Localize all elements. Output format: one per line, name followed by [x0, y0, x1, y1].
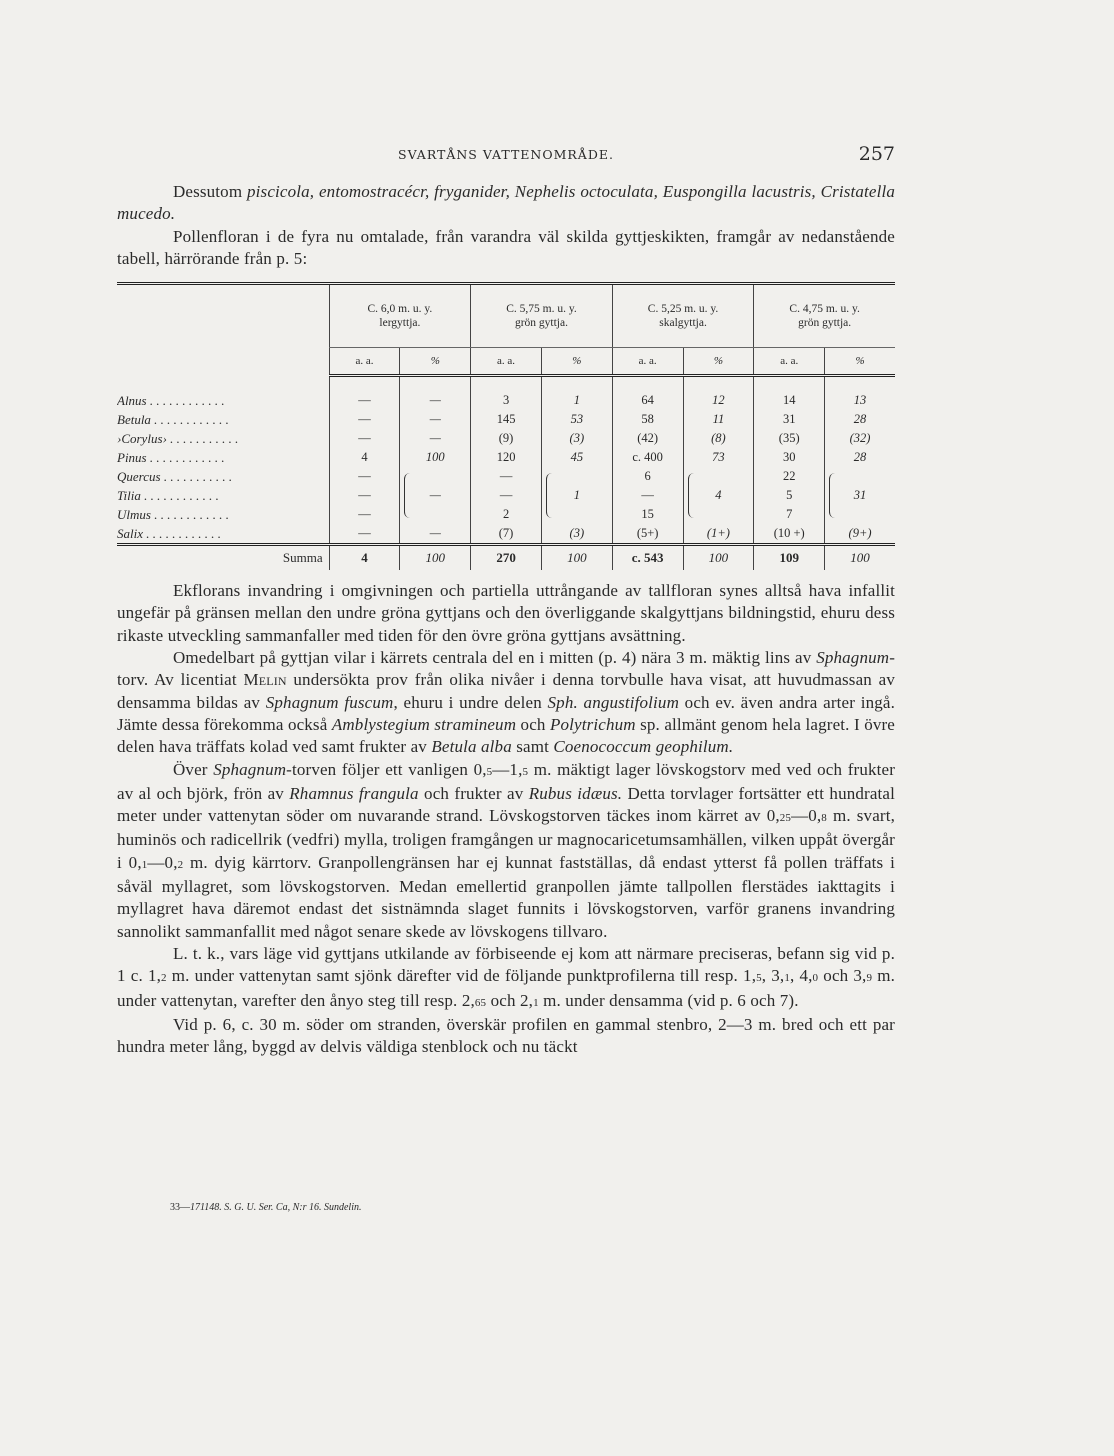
paragraph: [117, 759, 895, 943]
sum-percent: 100: [683, 545, 754, 571]
grouped-percent-cell: 31: [825, 467, 895, 524]
cell-percent: (9+): [825, 524, 895, 545]
cell-aa: —: [471, 467, 542, 486]
cell-percent: 28: [825, 410, 895, 429]
italic-text: Sph. angustifolium: [547, 692, 680, 712]
spacer-row: [117, 376, 895, 392]
cell-aa: 7: [754, 505, 825, 524]
cell-percent: —: [400, 429, 471, 448]
cell-aa: 6: [612, 467, 683, 486]
italic-text: Sphagnum: [213, 759, 287, 779]
italic-text: Coenococcum geophilum.: [553, 737, 734, 757]
spacer: [117, 376, 329, 392]
group-sediment: grön gyttja.: [514, 317, 568, 330]
spacer: [541, 376, 612, 392]
text-run: Pollenfloran i de fyra nu omtalade, från varandra väl skilda gyttjeskikten, framgår av nedanstående tabell, härrörande från p. 5:: [117, 226, 895, 268]
italic-text: Rhamnus frangula: [289, 783, 419, 803]
taxon-label: Alnus . . . . . . . . . . . .: [117, 392, 225, 408]
text-run: 1: [141, 858, 148, 871]
cell-percent: —: [400, 410, 471, 429]
text-run: och ev. även andra arter ingå. Jämte dessa förekomma också: [117, 692, 895, 734]
group-depth: C. 5,25 m. u. y.: [647, 303, 719, 316]
table-row: [117, 505, 895, 524]
text-run: 5: [486, 765, 493, 778]
table-row: [117, 524, 895, 545]
text-run: 25: [779, 812, 792, 825]
paragraph: [117, 943, 895, 1014]
cell-aa: —: [612, 486, 683, 505]
group-sediment: grön gyttja.: [798, 317, 852, 330]
text-run: —0,: [147, 852, 178, 872]
cell-aa: (10 +): [754, 524, 825, 545]
text-run: -torv. Av licentiat: [117, 648, 895, 690]
text-run: , ehuru i undre delen: [393, 692, 548, 712]
text-run: Dessutom: [173, 182, 248, 201]
text-run: Vid p. 6, c. 30 m. söder om stranden, överskär profilen en gammal stenbro, 2—3 m. bred och ett par hundra meter lång, byggd av delvis väldiga stenblock och nu täckt: [117, 1014, 895, 1057]
cell-aa: —: [329, 429, 400, 448]
percent-header: %: [541, 348, 612, 376]
group-depth: C. 6,0 m. u. y.: [367, 303, 433, 316]
italic-text: Rubus idæus.: [528, 783, 623, 803]
paragraphs-before-table: [117, 181, 895, 270]
taxon-label: Tilia . . . . . . . . . . . .: [117, 487, 219, 503]
cell-aa: 14: [754, 391, 825, 410]
italic-text: piscicola, entomostracécr, fryganider, Nephelis octoculata, Euspongilla lacustris, Cristatella mucedo.: [117, 182, 895, 224]
cell-aa: —: [471, 486, 542, 505]
paragraph: [117, 181, 895, 226]
paragraphs-after-table: [117, 580, 895, 1058]
sum-percent: 100: [541, 545, 612, 571]
paragraph: [117, 580, 895, 647]
paragraph: [117, 226, 895, 271]
text-run: 5: [756, 972, 762, 985]
taxon-label: Salix . . . . . . . . . . . .: [117, 525, 221, 541]
text-run: m. under vattenytan, varefter den ånyo steg till resp. 2,: [117, 966, 895, 1010]
sum-aa: 109: [754, 545, 825, 571]
sum-percent: 100: [825, 545, 895, 571]
text-run: samt: [511, 737, 554, 757]
text-run: Över: [173, 759, 214, 779]
cell-aa: 30: [754, 448, 825, 467]
cell-aa: —: [329, 505, 400, 524]
taxon-label: Quercus . . . . . . . . . . .: [117, 468, 233, 484]
text-run: 2: [177, 858, 184, 871]
text-run: , 3,: [761, 966, 785, 986]
percent-header: %: [400, 348, 471, 376]
table-row: [117, 448, 895, 467]
cell-aa: —: [329, 467, 400, 486]
text-run: 1: [533, 996, 539, 1009]
cell-aa: —: [329, 391, 400, 410]
text-run: m. svart, huminös och radicellrik (vedfri) mylla, troligen framgången ur magnocaricetumsamhällen, vilken uppåt övergår i 0,: [117, 806, 895, 872]
cell-percent: 100: [400, 448, 471, 467]
cell-aa: 4: [329, 448, 400, 467]
running-header: [117, 143, 895, 169]
text-run: 8: [821, 812, 827, 825]
label-header: [117, 284, 329, 376]
cell-percent: 1: [541, 391, 612, 410]
text-run: 2: [161, 972, 167, 985]
table-row: [117, 486, 895, 505]
table-row: [117, 429, 895, 448]
text-run: L. t. k., vars läge vid gyttjans utkilande av förbiseende ej kom att närmare preciseras, befann sig vid p. 1 c. 1,: [117, 943, 895, 986]
text-run: Melin: [243, 670, 287, 690]
cell-percent: 28: [825, 448, 895, 467]
cell-percent: 73: [683, 448, 754, 467]
grouped-percent-cell: 4: [683, 467, 754, 524]
cell-percent: —: [400, 524, 471, 545]
cell-aa: (42): [612, 429, 683, 448]
cell-percent: 53: [541, 410, 612, 429]
cell-percent: (3): [541, 429, 612, 448]
text-run: 5: [522, 765, 529, 778]
text-run: m. under densamma (vid p. 6 och 7).: [538, 990, 799, 1010]
paragraph: [117, 647, 895, 758]
page: [117, 143, 895, 1058]
cell-aa: 120: [471, 448, 542, 467]
cell-aa: 22: [754, 467, 825, 486]
text-run: och: [516, 714, 550, 734]
taxon-label: Pinus . . . . . . . . . . . .: [117, 449, 225, 465]
cell-aa: c. 400: [612, 448, 683, 467]
spacer: [329, 376, 400, 392]
group-depth: C. 5,75 m. u. y.: [506, 303, 577, 316]
cell-aa: 15: [612, 505, 683, 524]
grouped-percent-cell: 1: [541, 467, 612, 524]
text-run: 9: [866, 972, 873, 985]
cell-percent: (8): [683, 429, 754, 448]
cell-aa: 2: [471, 505, 542, 524]
text-run: 0: [812, 972, 819, 985]
column-group-header: [471, 284, 613, 348]
sum-aa: c. 543: [612, 545, 683, 571]
footer-signature: 33—: [170, 1202, 190, 1213]
group-depth: C. 4,75 m. u. y.: [789, 303, 860, 316]
cell-aa: 58: [612, 410, 683, 429]
italic-text: Sphagnum: [816, 648, 890, 668]
paragraph: [117, 1014, 895, 1059]
cell-percent: (1+): [683, 524, 754, 545]
text-run: m. under vattenytan samt sjönk därefter vid de följande punktprofilerna till resp. 1,: [166, 966, 757, 986]
column-group-header: [754, 284, 895, 348]
grouped-percent-cell: —: [400, 467, 471, 524]
text-run: Omedelbart på gyttjan vilar i kärrets centrala del en i mitten (p. 4) nära 3 m. mäktig lins av: [173, 648, 817, 668]
text-run: Detta torvlager fortsätter ett hundratal meter under vattenytan söder om nuvarande strand. Lövskogstorven täckes inom kärret av 0,: [117, 783, 895, 826]
text-run: —0,: [791, 806, 822, 826]
text-run: 65: [474, 996, 487, 1009]
printer-footer: [170, 1202, 361, 1213]
column-group-header: [612, 284, 754, 348]
cell-percent: 11: [683, 410, 754, 429]
group-header-row: [117, 284, 895, 348]
text-run: m. dyig kärrtorv. Granpollengränsen har ej kunnat fastställas, då endast ytterst få pollen träffats i såväl myllagret, som lövskogstorven. Medan emellertid granpollen jämte tallpollen flerstädes iakttagits i myllagret hava däremot endast det sistnämnda slaget funnits i lövskogstorven, varför granens invandring sannolikt sammanfallit med något senare skede av lövskogens tillvaro.: [117, 852, 895, 941]
text-run: m. mäktigt lager lövskogstorv med ved och frukter av al och björk, frön av: [117, 759, 896, 803]
table-row: [117, 410, 895, 429]
taxon-label: Betula . . . . . . . . . . . .: [117, 411, 229, 427]
spacer: [754, 376, 825, 392]
group-sediment: lergyttja.: [379, 317, 421, 330]
percent-header: %: [825, 348, 895, 376]
cell-percent: 13: [825, 391, 895, 410]
text-run: sp. allmänt genom hela lagret. I övre delen hava träffats kolad ved samt frukter av: [117, 714, 896, 757]
sum-aa: 4: [329, 545, 400, 571]
sum-percent: 100: [400, 545, 471, 571]
cell-percent: (3): [541, 524, 612, 545]
pollen-table: [117, 282, 895, 570]
spacer: [612, 376, 683, 392]
text-run: och 3,: [818, 966, 867, 986]
spacer: [825, 376, 895, 392]
cell-aa: —: [329, 486, 400, 505]
text-run: 1: [784, 972, 790, 985]
text-run: , 4,: [789, 966, 813, 986]
sum-label: Summa: [117, 545, 329, 571]
sum-aa: 270: [471, 545, 542, 571]
italic-text: Amblystegium stramineum: [331, 714, 517, 734]
sum-row: [117, 545, 895, 571]
cell-aa: 64: [612, 391, 683, 410]
cell-aa: —: [329, 410, 400, 429]
cell-percent: (32): [825, 429, 895, 448]
spacer: [471, 376, 542, 392]
aa-header: a. a.: [612, 348, 683, 376]
cell-aa: 3: [471, 391, 542, 410]
aa-header: a. a.: [471, 348, 542, 376]
aa-header: a. a.: [754, 348, 825, 376]
cell-aa: (35): [754, 429, 825, 448]
text-run: -torven följer ett vanligen 0,: [286, 759, 487, 779]
cell-aa: 31: [754, 410, 825, 429]
text-run: —1,: [492, 759, 523, 779]
percent-header: %: [683, 348, 754, 376]
spacer: [683, 376, 754, 392]
table-row: [117, 391, 895, 410]
cell-percent: 12: [683, 391, 754, 410]
group-sediment: skalgyttja.: [659, 317, 707, 330]
cell-aa: (7): [471, 524, 542, 545]
aa-header: a. a.: [329, 348, 400, 376]
cell-percent: 45: [541, 448, 612, 467]
text-run: och 2,: [486, 990, 534, 1010]
text-run: undersökta prov från olika nivåer i denna torvbulle hava visat, att huvudmassan av densamma bildas av: [117, 670, 895, 712]
cell-aa: (9): [471, 429, 542, 448]
cell-aa: 5: [754, 486, 825, 505]
cell-percent: —: [400, 391, 471, 410]
column-group-header: [329, 284, 471, 348]
running-title: SVARTÅNS VATTENOMRÅDE.: [398, 147, 614, 162]
page-number: 257: [858, 143, 895, 165]
cell-aa: —: [329, 524, 400, 545]
cell-aa: (5+): [612, 524, 683, 545]
table-row: [117, 467, 895, 486]
spacer: [400, 376, 471, 392]
cell-aa: 145: [471, 410, 542, 429]
italic-text: Betula alba: [431, 737, 512, 757]
footer-text: 171148. S. G. U. Ser. Ca, N:r 16. Sundelin.: [190, 1202, 362, 1213]
text-run: Ekflorans invandring i omgivningen och partiella uttrångande av tallfloran synes alltså hava infallit ungefär på gränsen mellan den undre gröna gyttjans och den överliggande skalgyttjans bildningstid, ehuru dess rikaste utveckling sammanfaller med tiden för den övre gröna gyttjans avsättning.: [117, 581, 895, 645]
italic-text: Sphagnum fuscum: [265, 692, 394, 712]
taxon-label: Ulmus . . . . . . . . . . . .: [117, 506, 229, 522]
text-run: och frukter av: [418, 783, 529, 803]
taxon-label: ›Corylus› . . . . . . . . . . .: [117, 430, 239, 446]
italic-text: Polytrichum: [549, 714, 636, 734]
